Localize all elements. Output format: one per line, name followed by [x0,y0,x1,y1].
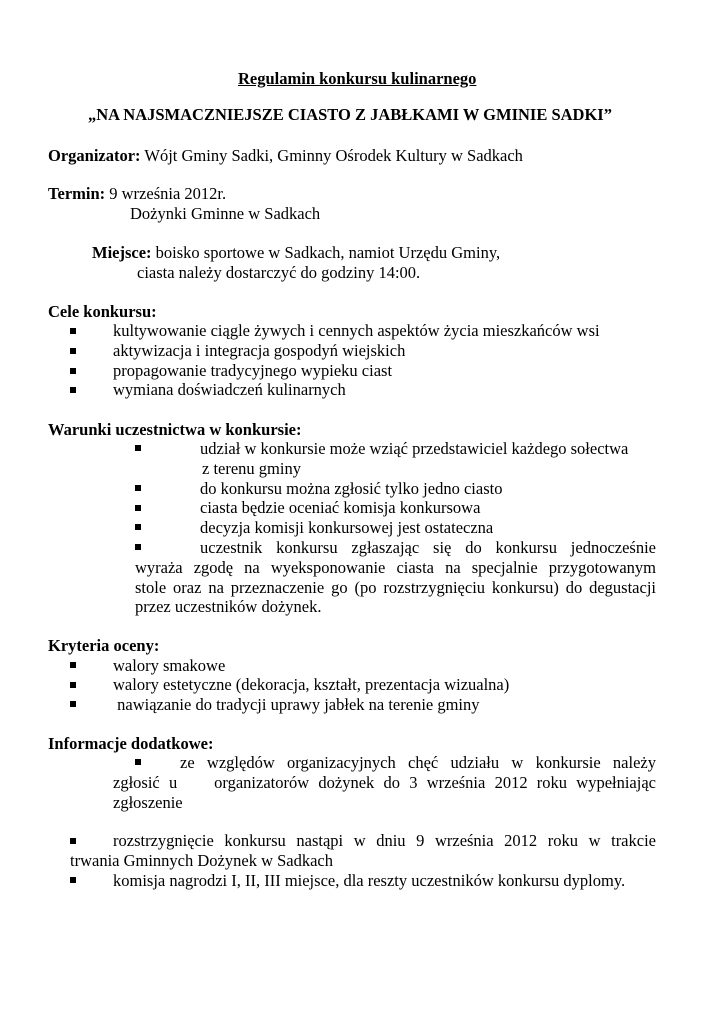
conditions-item: uczestnik konkursu zgłaszając się do konkursu jednocześnie [200,538,656,557]
goals-item: propagowanie tradycyjnego wypieku ciast [113,361,393,380]
term-value: 9 września 2012r. [109,184,227,203]
bullet-icon [135,445,141,451]
bullet-icon [70,701,76,707]
bullet-icon [135,505,141,511]
conditions-item: decyzja komisji konkursowej jest ostateczna [200,518,494,537]
contest-subtitle: „NA NAJSMACZNIEJSZE CIASTO Z JABŁKAMI W GMINIE SADKI” [88,105,612,124]
criteria-item: walory smakowe [113,656,226,675]
bullet-icon [135,544,141,550]
bullet-icon [70,348,76,354]
bullet-icon [70,838,76,844]
goals-item: wymiana doświadczeń kulinarnych [113,380,346,399]
info-item-continuation: zgłosić u organizatorów dożynek do 3 września 2012 roku wypełniając [113,773,656,792]
place-label: Miejsce: [92,243,152,262]
info-item: ze względów organizacyjnych chęć udziału w konkursie należy [180,753,656,772]
conditions-item: udział w konkursie może wziąć przedstawiciel każdego sołectwa [200,439,629,458]
organizer-line [48,146,523,165]
criteria-item: walory estetyczne (dekoracja, kształt, prezentacja wizualna) [113,675,510,694]
criteria-item: nawiązanie do tradycji uprawy jabłek na terenie gminy [113,695,480,714]
info-item-continuation: trwania Gminnych Dożynek w Sadkach [70,851,334,870]
goals-heading: Cele konkursu: [48,302,157,321]
info-item: rozstrzygnięcie konkursu nastąpi w dniu 9 września 2012 roku w trakcie [113,831,656,850]
bullet-icon [70,662,76,668]
place-line2: ciasta należy dostarczyć do godziny 14:00. [137,263,421,282]
conditions-heading: Warunki uczestnictwa w konkursie: [48,420,302,439]
page-title: Regulamin konkursu kulinarnego [238,69,477,88]
place-value: boisko sportowe w Sadkach, namiot Urzędu Gminy, [155,243,501,262]
bullet-icon [70,877,76,883]
term-line2: Dożynki Gminne w Sadkach [130,204,321,223]
bullet-icon [135,524,141,530]
organizer-value: Wójt Gminy Sadki, Gminny Ośrodek Kultury w Sadkach [144,146,523,165]
bullet-icon [70,328,76,334]
info-heading: Informacje dodatkowe: [48,734,214,753]
conditions-item: ciasta będzie oceniać komisja konkursowa [200,498,481,517]
place-line [92,243,500,262]
term-label: Termin: [48,184,106,203]
conditions-item: do konkursu można zgłosić tylko jedno ciasto [200,479,503,498]
bullet-icon [70,387,76,393]
conditions-item-continuation: z terenu gminy [202,459,301,478]
goals-item: aktywizacja i integracja gospodyń wiejskich [113,341,406,360]
organizer-label: Organizator: [48,146,141,165]
bullet-icon [70,368,76,374]
conditions-item-continuation: przez uczestników dożynek. [135,597,322,616]
term-line [48,184,226,203]
bullet-icon [70,682,76,688]
conditions-item-continuation: wyraża zgodę na wyeksponowanie ciasta na specjalnie przygotowanym [135,558,656,577]
goals-item: kultywowanie ciągle żywych i cennych aspektów życia mieszkańców wsi [113,321,600,340]
criteria-heading: Kryteria oceny: [48,636,160,655]
conditions-item-continuation: stole oraz na przeznaczenie go (po rozstrzygnięciu konkursu) do degustacji [135,578,656,597]
bullet-icon [135,485,141,491]
bullet-icon [135,759,141,765]
info-item-continuation: zgłoszenie [113,793,183,812]
info-item: komisja nagrodzi I, II, III miejsce, dla reszty uczestników konkursu dyplomy. [113,871,626,890]
